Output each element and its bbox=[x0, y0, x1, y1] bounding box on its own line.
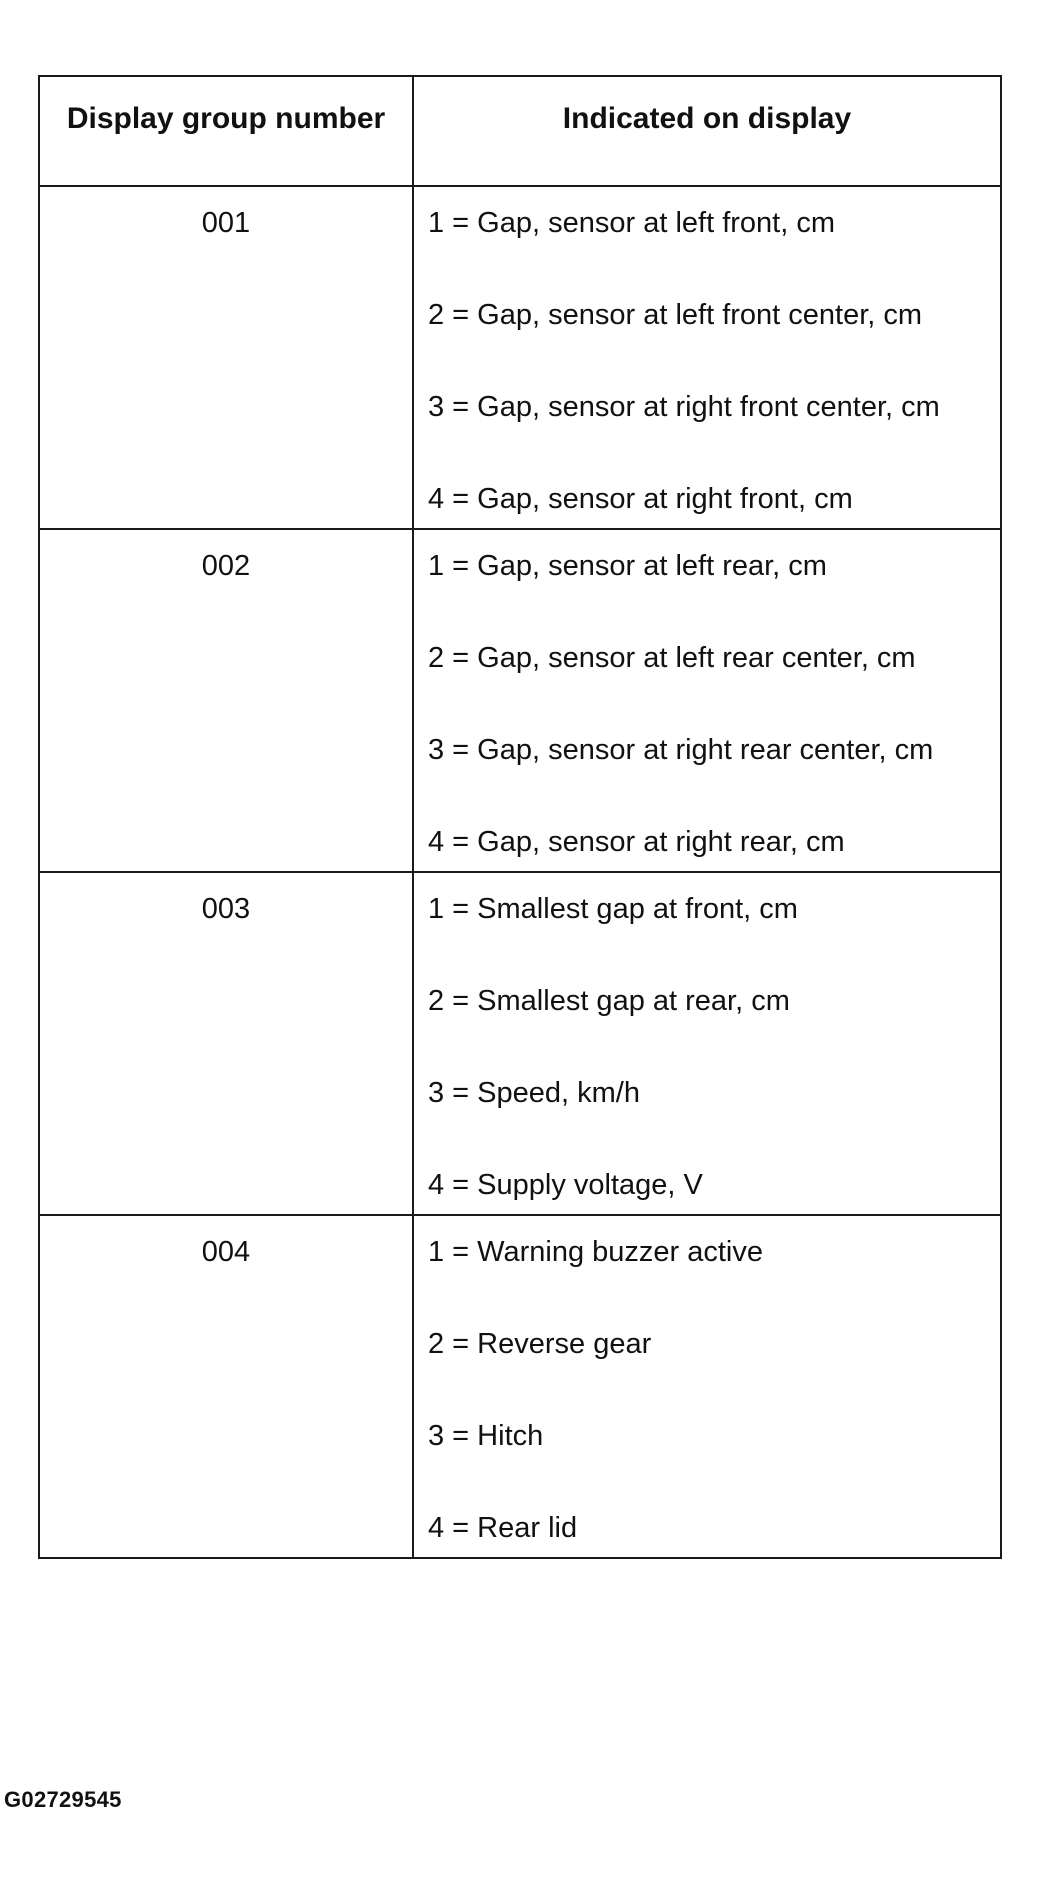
group-number-cell: 001 bbox=[39, 186, 413, 529]
indicated-line: 4 = Gap, sensor at right rear, cm bbox=[428, 826, 845, 858]
group-number-cell: 002 bbox=[39, 529, 413, 872]
table-row bbox=[39, 872, 1001, 1215]
indicated-cell bbox=[413, 186, 1001, 529]
indicated-cell bbox=[413, 1215, 1001, 1558]
figure-id: G02729545 bbox=[4, 1787, 122, 1812]
indicated-line: 3 = Speed, km/h bbox=[428, 1077, 640, 1109]
group-number-cell: 003 bbox=[39, 872, 413, 1215]
indicated-line: 4 = Rear lid bbox=[428, 1512, 578, 1544]
table-row bbox=[39, 529, 1001, 872]
indicated-line: 1 = Warning buzzer active bbox=[428, 1236, 764, 1268]
indicated-line: 1 = Gap, sensor at left front, cm bbox=[428, 207, 835, 239]
indicated-line: 1 = Smallest gap at front, cm bbox=[428, 893, 798, 925]
indicated-line: 3 = Gap, sensor at right front center, cm bbox=[428, 391, 940, 423]
indicated-line: 2 = Gap, sensor at left rear center, cm bbox=[428, 642, 916, 674]
display-group-table bbox=[38, 75, 1002, 1559]
indicated-line: 2 = Smallest gap at rear, cm bbox=[428, 985, 790, 1017]
indicated-line: 2 = Gap, sensor at left front center, cm bbox=[428, 299, 923, 331]
indicated-line: 4 = Gap, sensor at right front, cm bbox=[428, 483, 853, 515]
indicated-cell bbox=[413, 872, 1001, 1215]
header-indicated-on-display: Indicated on display bbox=[413, 76, 1001, 186]
header-row bbox=[39, 76, 1001, 186]
table-header bbox=[39, 76, 1001, 186]
indicated-line: 3 = Hitch bbox=[428, 1420, 544, 1452]
header-display-group-number: Display group number bbox=[39, 76, 413, 186]
indicated-line: 3 = Gap, sensor at right rear center, cm bbox=[428, 734, 934, 766]
indicated-line: 1 = Gap, sensor at left rear, cm bbox=[428, 550, 827, 582]
indicated-cell bbox=[413, 529, 1001, 872]
group-number-cell: 004 bbox=[39, 1215, 413, 1558]
table-body bbox=[39, 186, 1001, 1558]
indicated-line: 2 = Reverse gear bbox=[428, 1328, 652, 1360]
table-row bbox=[39, 186, 1001, 529]
indicated-line: 4 = Supply voltage, V bbox=[428, 1169, 703, 1201]
table-row bbox=[39, 1215, 1001, 1558]
